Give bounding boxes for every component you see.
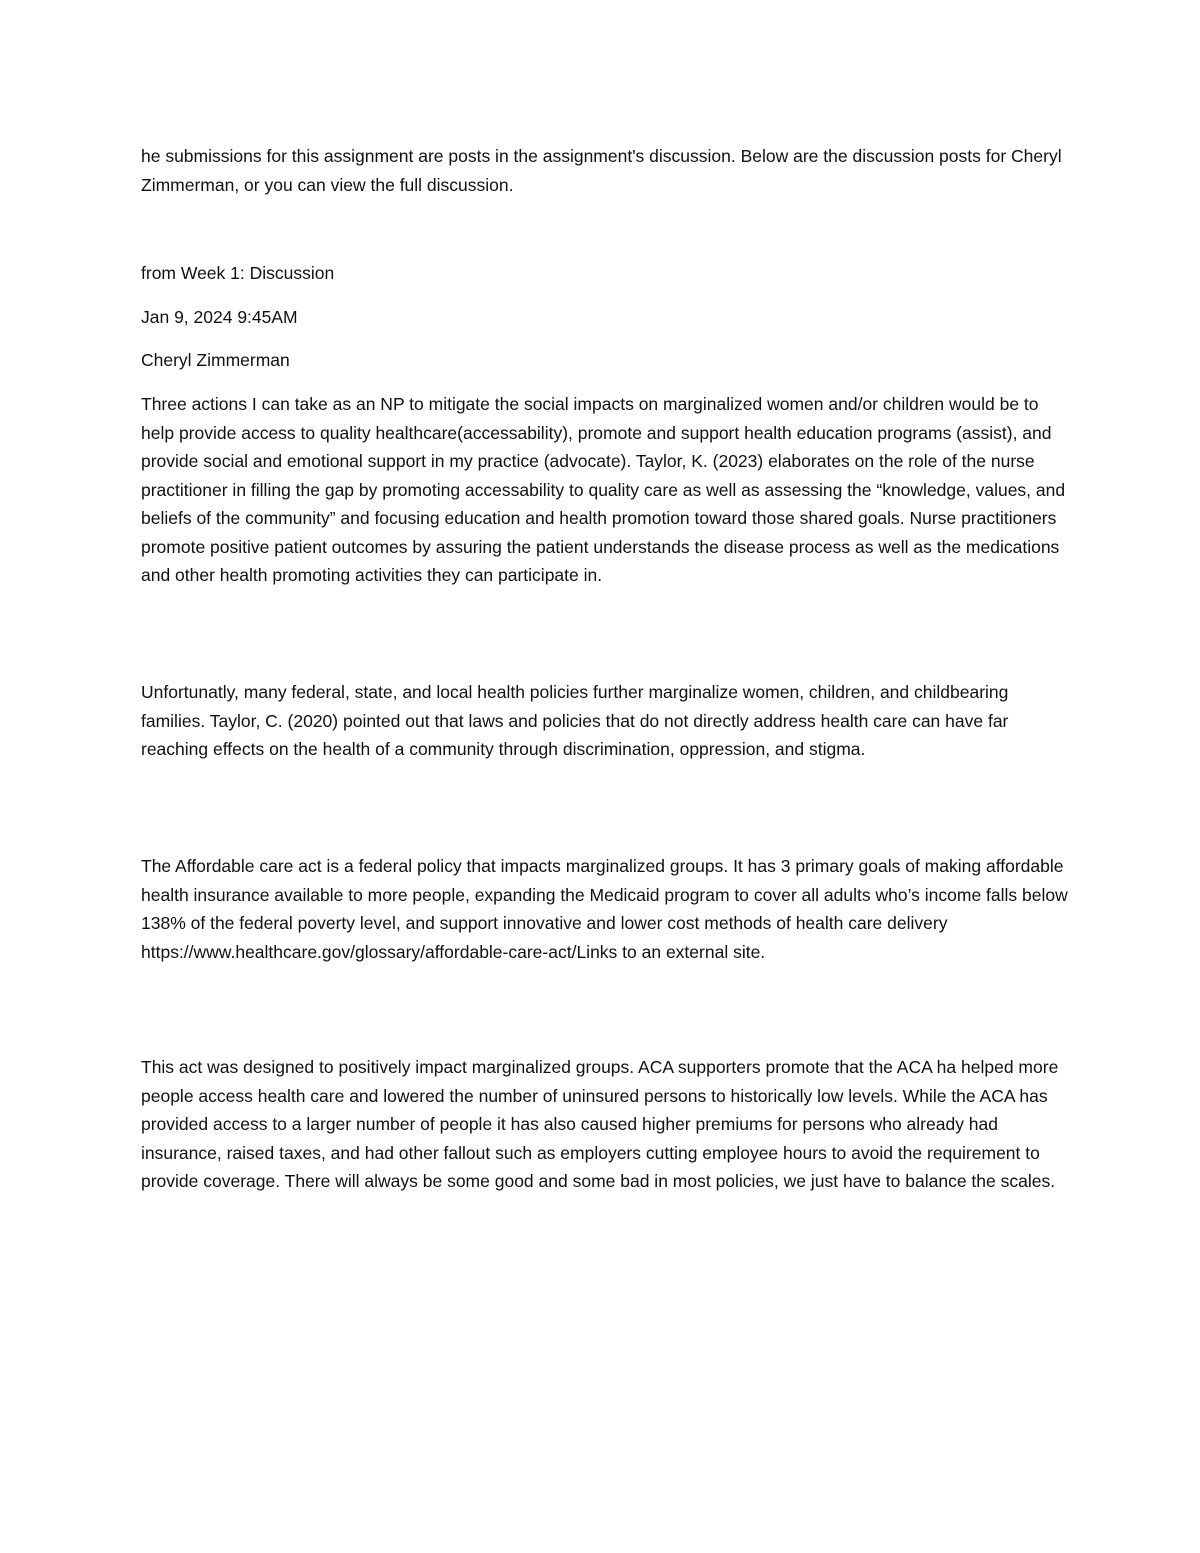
post-source: from Week 1: Discussion [141,263,335,283]
post-date: Jan 9, 2024 9:45AM [141,307,298,327]
post-paragraph: This act was designed to positively impact marginalized groups. ACA supporters promote that the ACA ha helped more people access health care and lowered the number of uninsured persons to historically low levels. While the ACA has provided access to a larger number of people it has also caused higher premiums for persons who already had insurance, raised taxes, and had other fallout such as employers cutting employee hours to avoid the requirement to provide coverage. There will always be some good and some bad in most policies, we just have to balance the scales. [141,1057,1059,1191]
post-paragraph: Three actions I can take as an NP to mitigate the social impacts on marginalized women and/or children would be to help provide access to quality healthcare(accessability), promote and support health education programs (assist), and provide social and emotional support in my practice (advocate). Taylor, K. (2023) elaborates on the role of the nurse practitioner in filling the gap by promoting accessability to quality care as well as assessing the “knowledge, values, and beliefs of the community” and focusing education and health promotion toward those shared goals. Nurse practitioners promote positive patient outcomes by assuring the patient understands the disease process as well as the medications and other health promoting activities they can participate in. [141,394,1066,585]
intro-paragraph: he submissions for this assignment are posts in the assignment's discussion. Below are the discussion posts for Cheryl Zimmerman, or you can view the full discussion. [141,146,1062,195]
post-author: Cheryl Zimmerman [141,350,290,370]
post-paragraph: The Affordable care act is a federal policy that impacts marginalized groups. It has 3 primary goals of making affordable health insurance available to more people, expanding the Medicaid program to cover all adults who’s income falls below 138% of the federal poverty level, and support innovative and lower cost methods of health care delivery https://www.healthcare.gov/glossary/affordable-care-act/Links to an external site. [141,856,1068,962]
document-page [141,0,1071,1553]
post-paragraph: Unfortunatly, many federal, state, and local health policies further marginalize women, children, and childbearing families. Taylor, C. (2020) pointed out that laws and policies that do not directly address health care can have far reaching effects on the health of a community through discrimination, oppression, and stigma. [141,682,1009,759]
